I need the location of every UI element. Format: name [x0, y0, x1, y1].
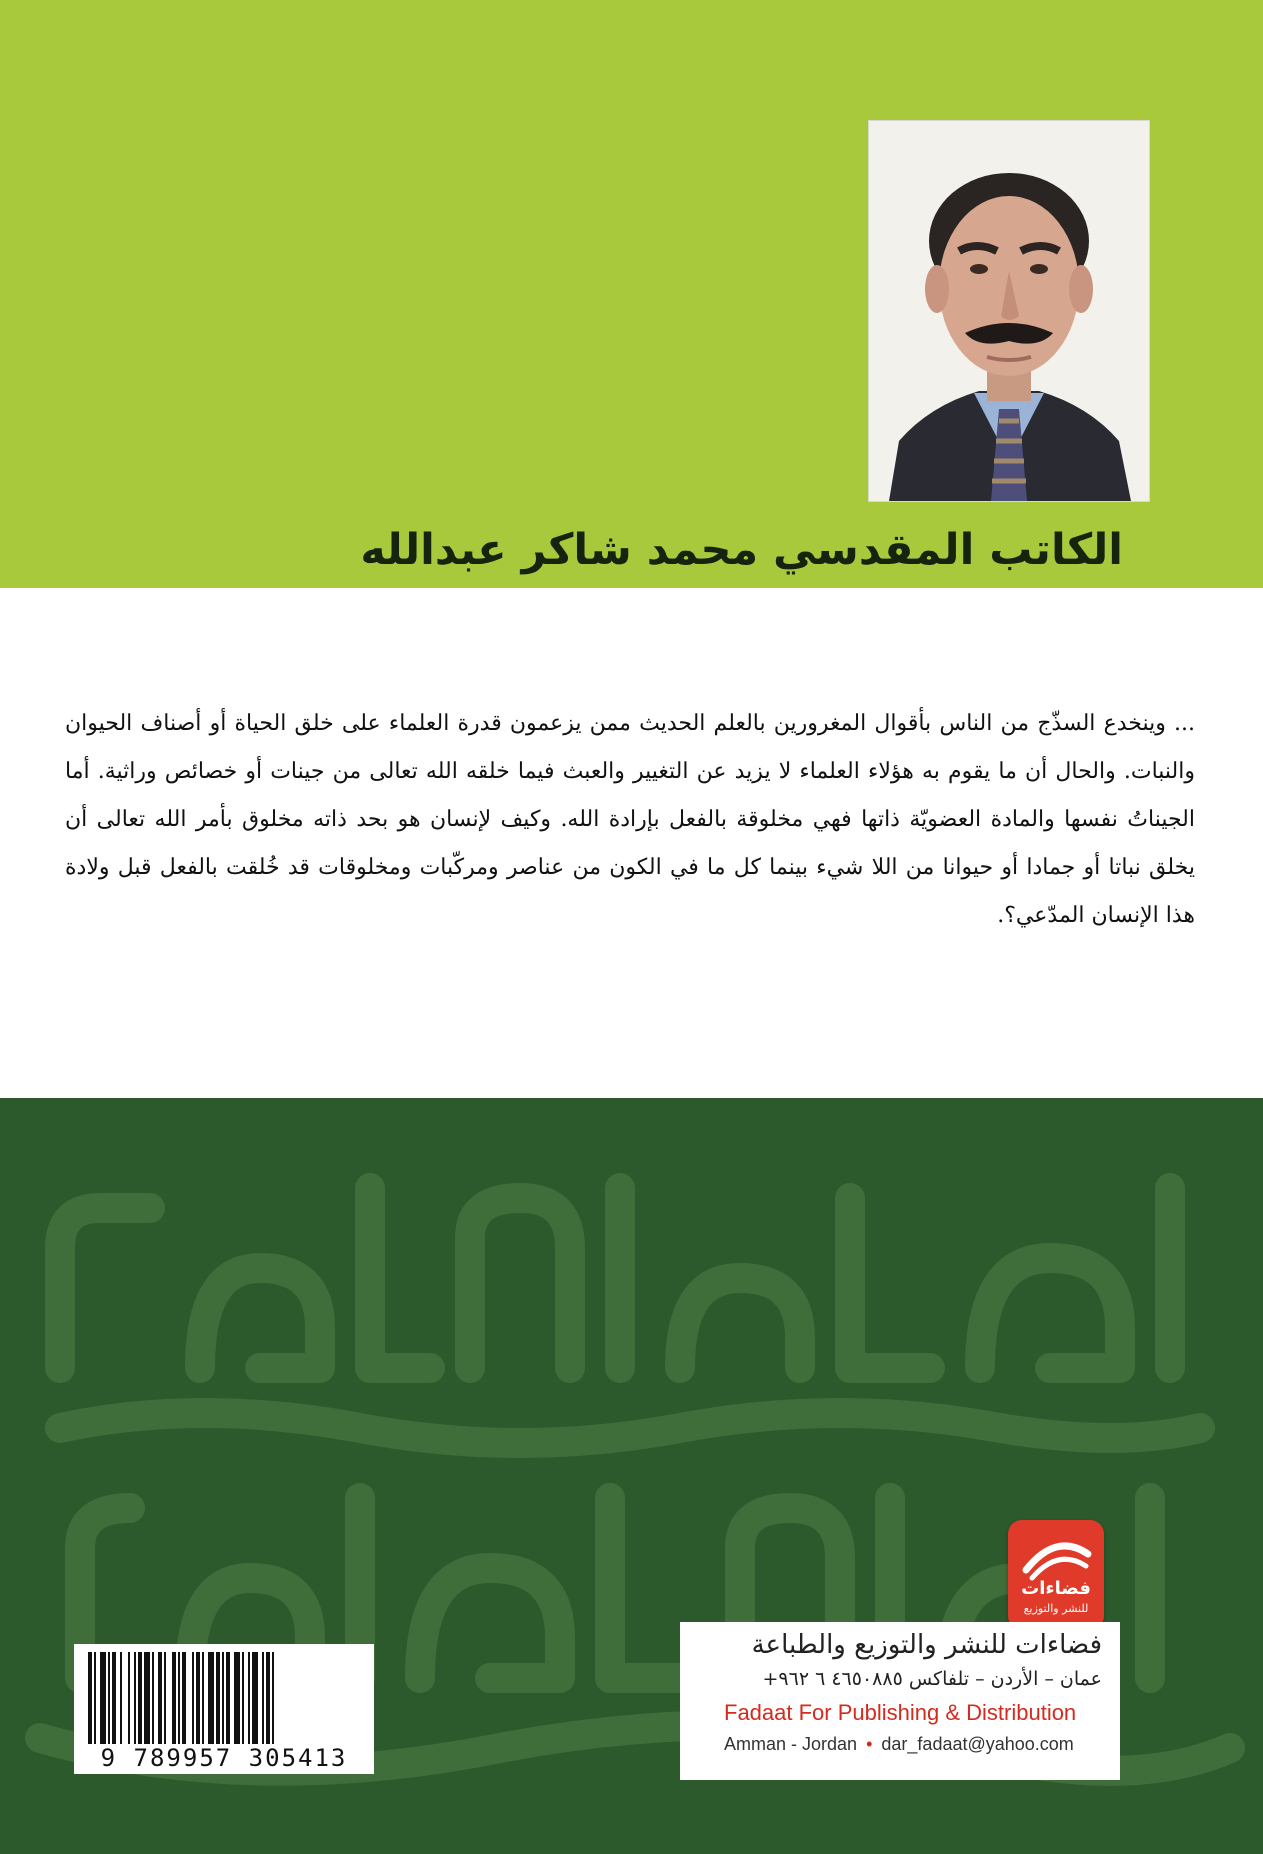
publisher-arabic-name: فضاءات للنشر والتوزيع والطباعة: [751, 1630, 1102, 1660]
publisher-arabic-address: عمان – الأردن – تلفاكس ٤٦٥٠٨٨٥ ٦ ٩٦٢+: [762, 1668, 1102, 1690]
publisher-logo: [1008, 1520, 1104, 1630]
bullet-icon: •: [866, 1734, 873, 1754]
top-green-band: [0, 0, 1263, 588]
fadaat-logo-icon: [1008, 1524, 1104, 1584]
author-photo: [868, 120, 1150, 502]
author-name: الكاتب المقدسي محمد شاكر عبدالله: [360, 525, 1123, 575]
logo-name: فضاءات: [1021, 1578, 1091, 1599]
logo-tagline: للنشر والتوزيع: [1023, 1602, 1089, 1615]
publisher-info-box: [680, 1622, 1120, 1780]
isbn-number: 9 789957 305413: [100, 1744, 348, 1772]
publisher-english-name: Fadaat For Publishing & Distribution: [724, 1700, 1077, 1725]
isbn-barcode: [74, 1644, 374, 1774]
barcode-icon: [88, 1652, 360, 1744]
author-portrait-icon: [869, 121, 1149, 501]
back-cover-blurb: ... وينخدع السذّج من الناس بأقوال المغرورين بالعلم الحديث ممن يزعمون قدرة العلماء على خلق الحياة أو أصناف الحيوان والنبات. والحال أن ما يقوم به هؤلاء العلماء لا يزيد عن التغيير والعبث فيما خلقه الله تعالى من جينات أو خصائص وراثية. أما الجيناتُ نفسها والمادة العضويّة ذاتها فهي مخلوقة بالفعل بإرادة الله. وكيف لإنسان هو بحد ذاته مخلوق بأمر الله تعالى أن يخلق نباتا أو جمادا أو حيوانا من اللا شيء بينما كل ما في الكون من عناصر ومركّبات ومخلوقات قد خُلقت بالفعل قبل ولادة هذا الإنسان المدّعي؟.: [65, 711, 1195, 928]
publisher-contact-line: [724, 1734, 1074, 1755]
publisher-email: dar_fadaat@yahoo.com: [881, 1734, 1074, 1754]
publisher-location: Amman - Jordan: [724, 1734, 858, 1754]
